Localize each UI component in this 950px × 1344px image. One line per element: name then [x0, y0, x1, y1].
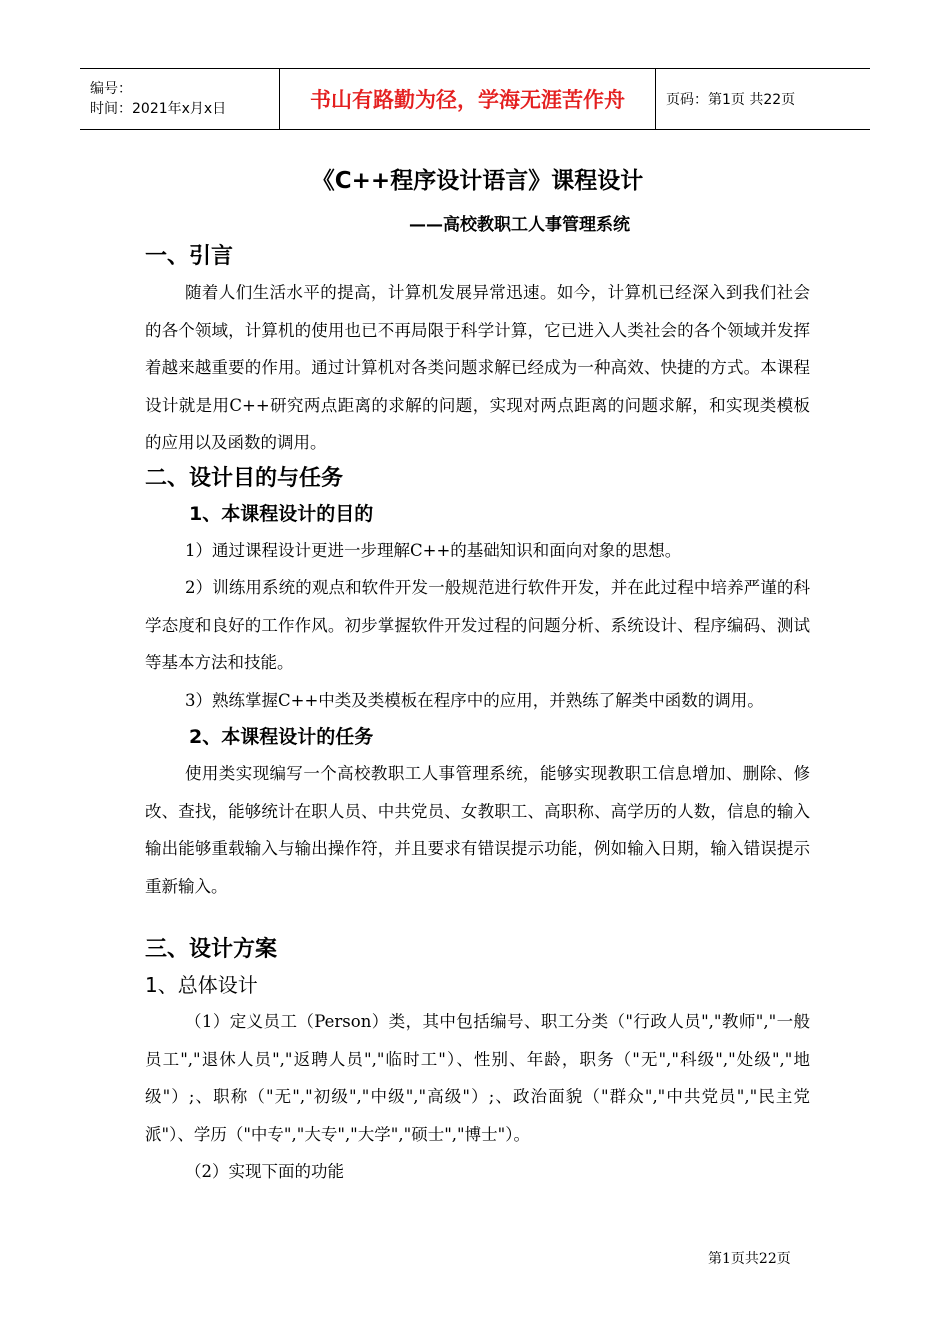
document-subtitle: ——高校教职工人事管理系统 — [409, 215, 630, 235]
header-motto: 书山有路勤为径，学海无涯苦作舟 — [280, 69, 656, 129]
section-3-subheading-overall: 1、总体设计 — [145, 973, 258, 997]
design-item-2: （2）实现下面的功能 — [185, 1162, 344, 1181]
section-1-paragraph: 随着人们生活水平的提高，计算机发展异常迅速。如今，计算机已经深入到我们社会的各个领域，计算机的使用也已不再局限于科学计算，它已进入人类社会的各个领域并发挥着越来越重要的作用。通过计算机对各类问题求解已经成为一种高效、快捷的方式。本课程设计就是用C++研究两点距离的求解的问题，实现对两点距离的问题求解，和实现类模板的应用以及函数的调用。 — [145, 283, 810, 452]
purpose-item-2: 2）训练用系统的观点和软件开发一般规范进行软件开发，并在此过程中培养严谨的科学态度和良好的工作作风。初步掌握软件开发过程的问题分析、系统设计、程序编码、测试等基本方法和技能。 — [145, 578, 810, 672]
document-body — [145, 160, 810, 1191]
design-item-1: （1）定义员工（Person）类，其中包括编号、职工分类（"行政人员","教师","一般员工","退休人员","返聘人员","临时工"）、性别、年龄，职务（"无","科级","处级","地级"）;、职称（"无","初级","中级","高级"）;、政治面貌（"群众","中共党员","民主党派"）、学历（"中专","大专","大学","硕士","博士"）。 — [145, 1012, 810, 1144]
section-2-heading: 二、设计目的与任务 — [145, 465, 344, 491]
number-label: 编号： — [90, 81, 132, 97]
page-header — [80, 68, 870, 130]
spacer — [145, 905, 810, 933]
header-page-info: 页码：第1页 共22页 — [666, 92, 796, 108]
section-3-heading: 三、设计方案 — [145, 937, 278, 962]
time-label: 时间：2021年x月x日 — [90, 101, 227, 117]
document-title: 《C++程序设计语言》课程设计 — [311, 168, 644, 194]
section-2-subheading-task: 2、本课程设计的任务 — [189, 726, 374, 748]
purpose-item-3: 3）熟练掌握C++中类及类模板在程序中的应用，并熟练了解类中函数的调用。 — [185, 690, 764, 710]
purpose-item-1: 1）通过课程设计更进一步理解C++的基础知识和面向对象的思想。 — [185, 540, 682, 560]
section-2-subheading-purpose: 1、本课程设计的目的 — [189, 502, 374, 525]
page-footer: 第1页共22页 — [708, 1251, 791, 1267]
section-1-heading: 一、引言 — [145, 244, 234, 269]
task-paragraph: 使用类实现编写一个高校教职工人事管理系统，能够实现教职工信息增加、删除、修改、查找，能够统计在职人员、中共党员、女教职工、高职称、高学历的人数，信息的输入输出能够重载输入与输出操作符，并且要求有错误提示功能，例如输入日期，输入错误提示重新输入。 — [145, 764, 810, 896]
header-meta — [80, 69, 280, 129]
